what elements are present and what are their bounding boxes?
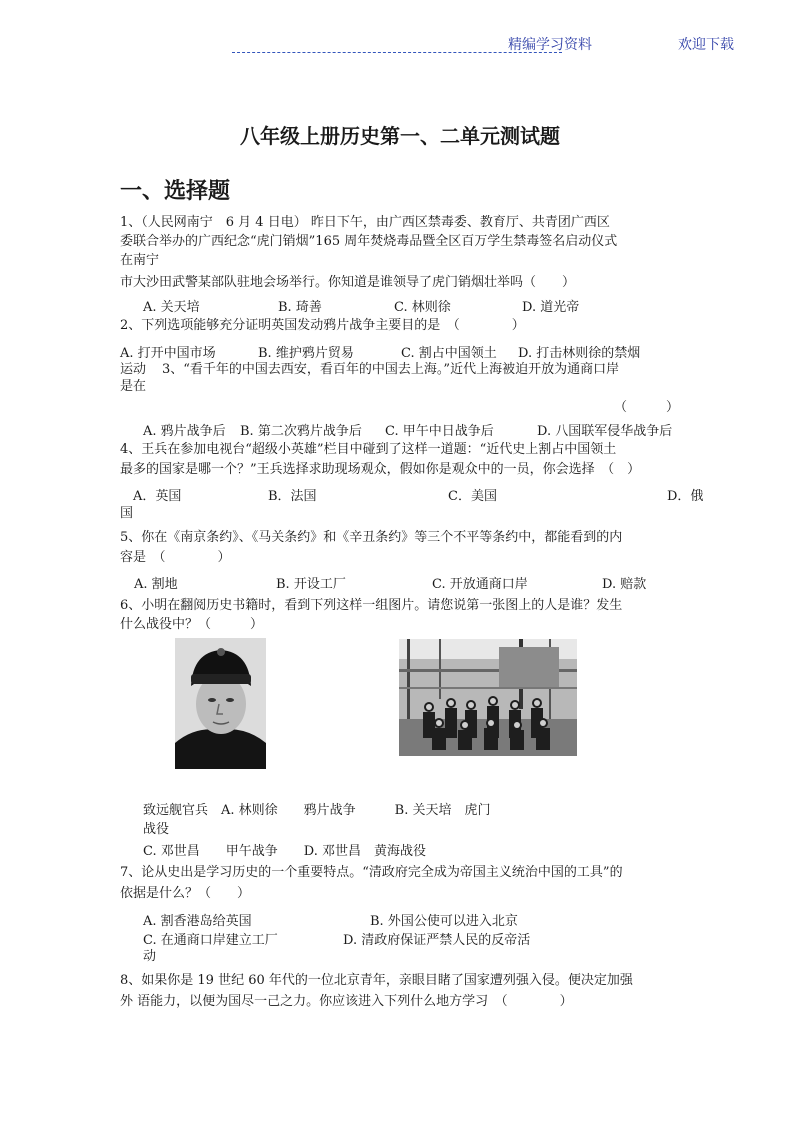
q6-line2: 什么战役中？（ ） <box>120 617 264 632</box>
q3-line2: 是在 <box>120 379 147 394</box>
q6-line1: 6、小明在翻阅历史书籍时，看到下列这样一组图片。请您说第一张图上的人是谁？发生 <box>120 598 623 613</box>
q1-option-c: C. 林则徐 <box>394 300 451 315</box>
q2-option-b: B. 维护鸦片贸易 <box>258 346 354 361</box>
q3-option-b: B. 第二次鸦片战争后 <box>240 424 362 439</box>
q7-line2: 依据是什么？（ ） <box>120 886 251 901</box>
q1-line1: 1、（人民网南宁 6 月 4 日电） 昨日下午，由广西区禁毒委、教育厅、共青团广西区 <box>120 215 610 230</box>
q7-tail: 动 <box>143 949 157 964</box>
q1-line3: 在南宁 <box>120 253 160 268</box>
q2-option-a: A. 打开中国市场 <box>120 346 216 361</box>
portrait-image <box>175 638 266 769</box>
header-left-text: 精编学习资料 <box>508 37 592 53</box>
q6-options-line2: 战役 <box>143 822 170 837</box>
q3-option-a: A. 鸦片战争后 <box>143 424 226 439</box>
page-title: 八年级上册历史第一、二单元测试题 <box>240 124 560 148</box>
q7-option-d: D. 清政府保证严禁人民的反帝活 <box>343 933 531 948</box>
q4-line2: 最多的国家是哪一个？”王兵选择求助现场观众，假如你是观众中的一员，你会选择 （ ） <box>120 462 641 477</box>
header-right-text: 欢迎下载 <box>678 37 734 53</box>
q5-option-b: B. 开设工厂 <box>276 577 346 592</box>
q3-option-c: C. 甲午中日战争后 <box>385 424 494 439</box>
q3-option-d: D. 八国联军侵华战争后 <box>537 424 673 439</box>
q3-line1: 3、“看千年的中国去西安，看百年的中国去上海。”近代上海被迫开放为通商口岸 <box>162 362 620 377</box>
q4-option-d: D．俄 <box>667 489 704 504</box>
q1-line2: 委联合举办的广西纪念“虎门销烟”165 周年焚烧毒品暨全区百万学生禁毒签名启动仪式 <box>120 234 618 249</box>
q6-options-line1: 致远舰官兵 A. 林则徐 鸦片战争 B. 关天培 虎门 <box>143 803 491 818</box>
q5-line2: 容是 （ ） <box>120 550 231 565</box>
portrait-photo <box>175 638 266 769</box>
q4-option-c: C．美国 <box>448 489 497 504</box>
q4-option-a: A．英国 <box>133 489 182 504</box>
q7-option-c: C. 在通商口岸建立工厂 <box>143 933 278 948</box>
q1-option-b: B. 琦善 <box>278 300 322 315</box>
q4-line1: 4、王兵在参加电视台“超级小英雄”栏目中碰到了这样一道题：“近代史上割占中国领土 <box>120 442 617 457</box>
q5-option-a: A. 割地 <box>134 577 178 592</box>
section-heading: 一、选择题 <box>120 178 231 204</box>
q2-tail: 运动 <box>120 362 147 377</box>
q7-option-b: B. 外国公使可以进入北京 <box>370 914 518 929</box>
q1-option-a: A. 关天培 <box>143 300 200 315</box>
q3-bracket: （ ） <box>614 400 680 415</box>
q1-option-d: D. 道光帝 <box>522 300 580 315</box>
q8-line1: 8、如果你是 19 世纪 60 年代的一位北京青年，亲眼目睹了国家遭列强入侵。便决定加强 <box>120 973 633 988</box>
q4-tail: 国 <box>120 506 134 521</box>
group-photo-image <box>399 639 577 756</box>
q2-line1: 2、下列选项能够充分证明英国发动鸦片战争主要目的是 （ ） <box>120 318 525 333</box>
q5-line1: 5、你在《南京条约》、《马关条约》和《辛丑条约》等三个不平等条约中，都能看到的内 <box>120 530 623 545</box>
q5-option-d: D. 赔款 <box>602 577 647 592</box>
q8-line2: 外 语能力，以便为国尽一己之力。你应该进入下列什么地方学习 （ ） <box>120 994 573 1009</box>
q2-option-c: C. 割占中国领土 <box>401 346 497 361</box>
q6-options-line3: C. 邓世昌 甲午战争 D. 邓世昌 黄海战役 <box>143 844 426 859</box>
group-photo <box>399 639 577 756</box>
q2-option-d: D. 打击林则徐的禁烟 <box>518 346 641 361</box>
q4-option-b: B．法国 <box>268 489 317 504</box>
q5-option-c: C. 开放通商口岸 <box>432 577 528 592</box>
q7-option-a: A. 割香港岛给英国 <box>143 914 252 929</box>
q1-line4: 市大沙田武警某部队驻地会场举行。你知道是谁领导了虎门销烟壮举吗（ ） <box>120 275 576 290</box>
q7-line1: 7、论从史出是学习历史的一个重要特点。“清政府完全成为帝国主义统治中国的工具”的 <box>120 865 623 880</box>
